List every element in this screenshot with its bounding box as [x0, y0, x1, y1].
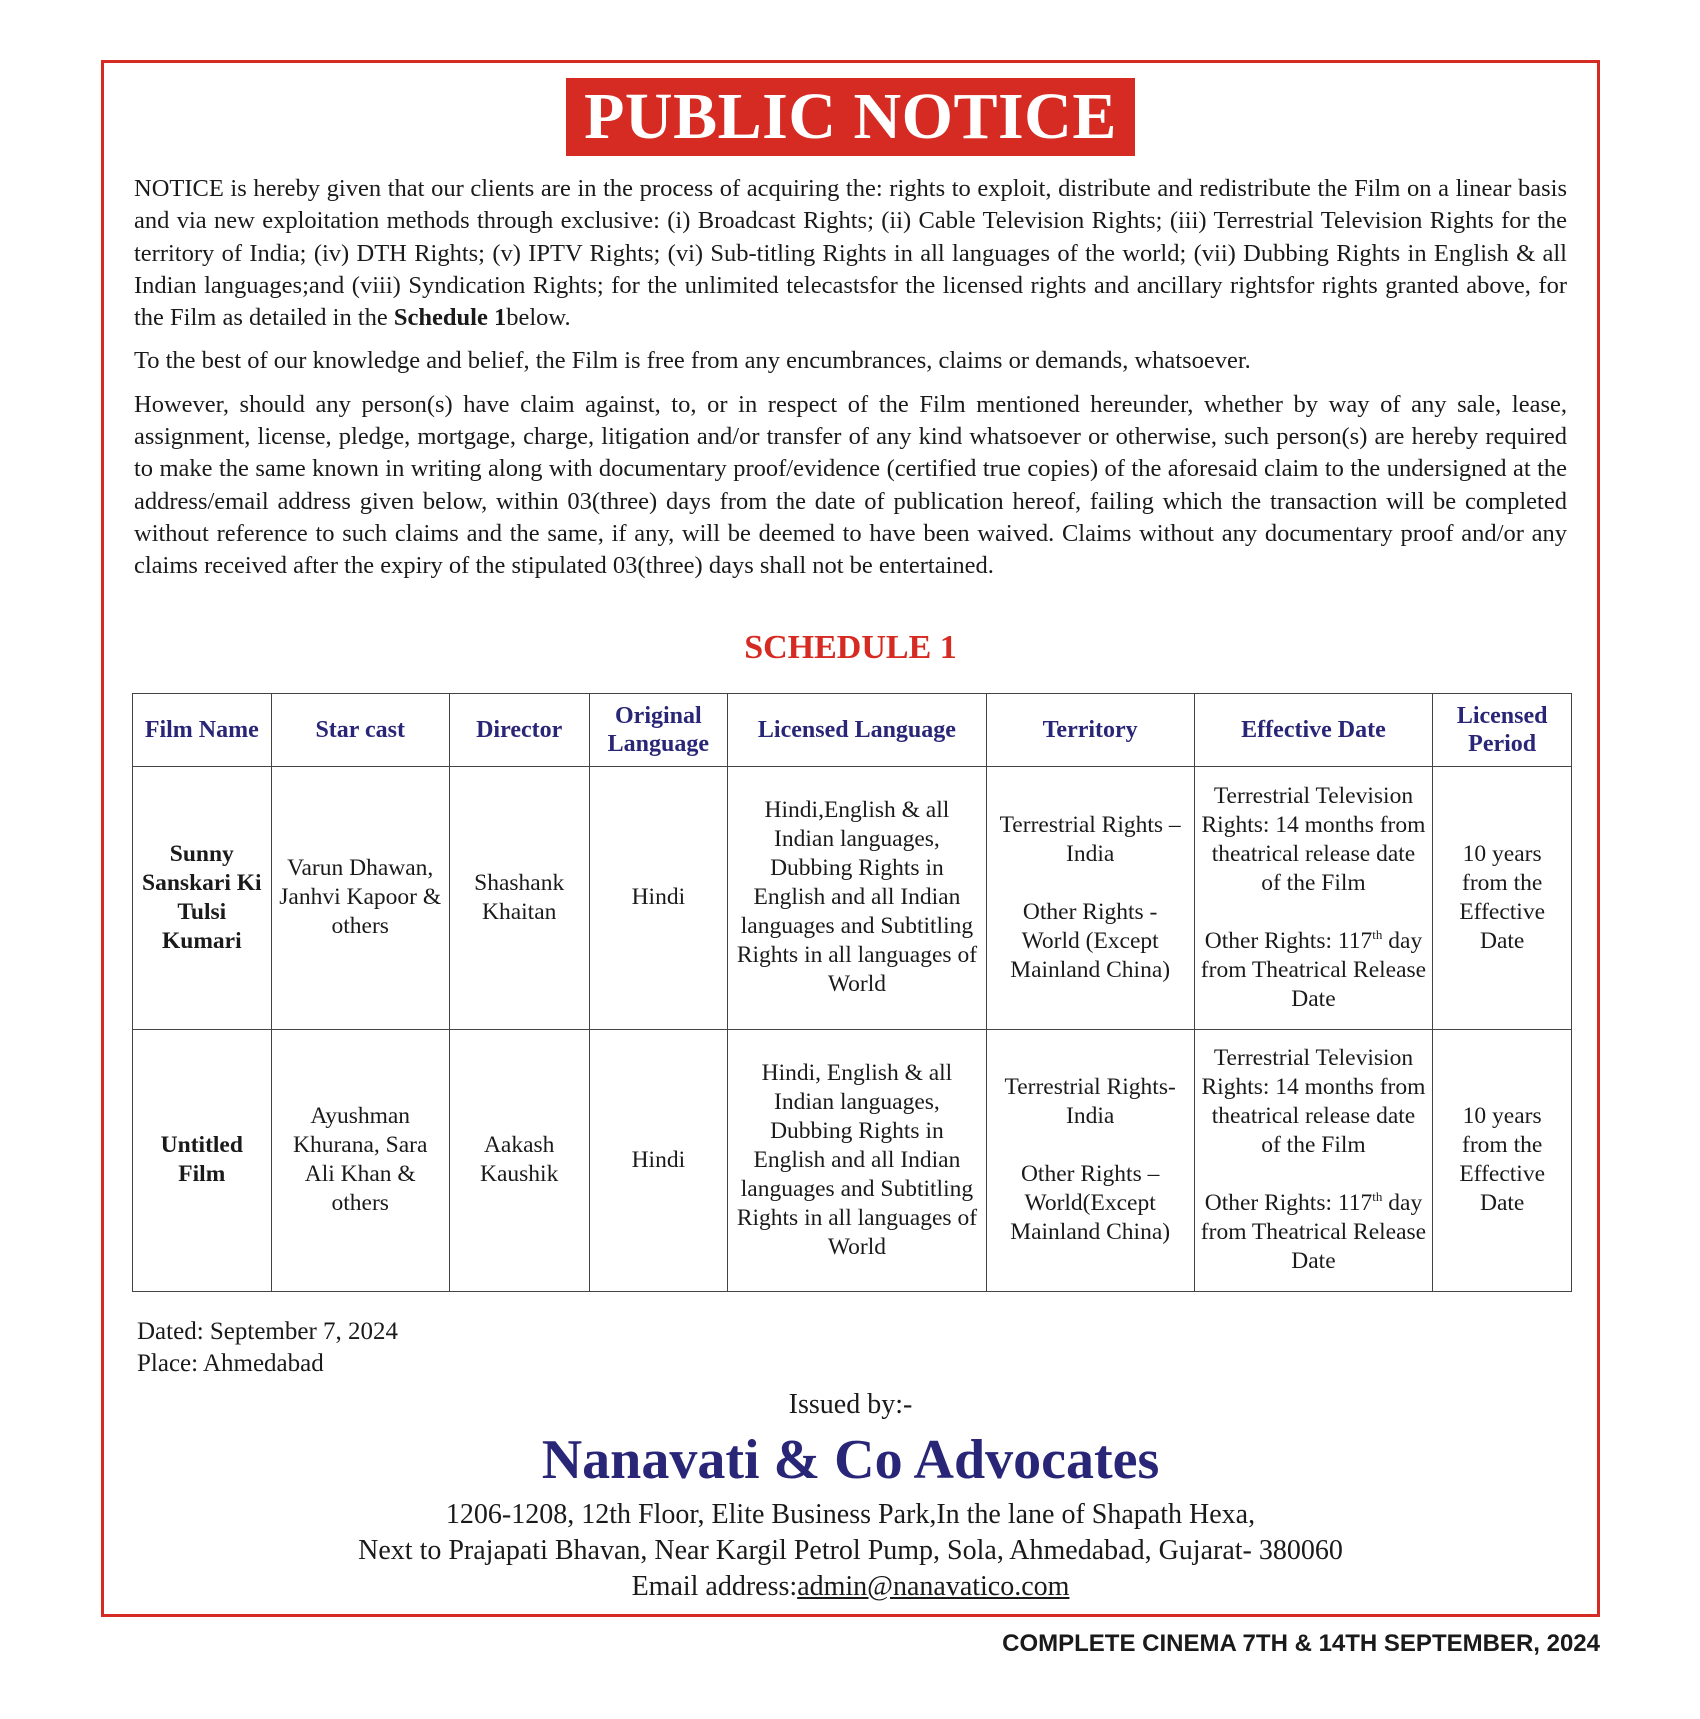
effective-other: Other Rights: 117th day from Theatrical Release Date [1200, 1189, 1427, 1275]
address-line-2: Next to Prajapati Bhavan, Near Kargil Petrol Pump, Sola, Ahmedabad, Gujarat- 380060 [358, 1535, 1343, 1566]
firm-name: Nanavati & Co Advocates [541, 1429, 1160, 1491]
notice-paragraph-1 [134, 173, 1567, 334]
dated-text: Dated: September 7, 2024 [137, 1318, 399, 1345]
address-block [104, 1497, 1597, 1605]
email-line [104, 1569, 1597, 1605]
schedule-title: SCHEDULE 1 [744, 629, 957, 666]
header-effective-date: Effective Date [1194, 694, 1433, 767]
territory-terrestrial: Terrestrial Rights – India [999, 811, 1181, 867]
territory-other: Other Rights – World(Except Mainland China) [1010, 1161, 1171, 1246]
film-name-cell: Untitled Film [133, 1029, 272, 1292]
film-name-cell: Sunny Sanskari Ki Tulsi Kumari [133, 767, 272, 1030]
licensed-period-cell: 10 years from the Effective Date [1433, 1029, 1572, 1292]
place-text: Place: Ahmedabad [137, 1350, 324, 1377]
header-film-name: Film Name [133, 694, 272, 767]
notice-frame [101, 60, 1600, 1617]
schedule-reference: Schedule 1 [393, 304, 507, 332]
territory-other: Other Rights - World (Except Mainland China) [1010, 898, 1171, 983]
territory-terrestrial: Terrestrial Rights- India [1004, 1074, 1176, 1130]
date-place-block [137, 1316, 398, 1380]
para1-end: below. [506, 304, 571, 332]
table-header-row [133, 694, 1572, 767]
licensed-language-cell: Hindi, English & all Indian languages, Dubbing Rights in English and all Indian languages and Subtitling Rights in all languages of World [728, 1029, 987, 1292]
effective-date-cell [1194, 767, 1433, 1030]
header-original-language: Original Language [589, 694, 728, 767]
schedule-table [132, 693, 1572, 1292]
licensed-language-cell: Hindi,English & all Indian languages, Dubbing Rights in English and all Indian languages and Subtitling Rights in all languages of World [728, 767, 987, 1030]
notice-paragraph-2: To the best of our knowledge and belief, the Film is free from any encumbrances, claims or demands, whatsoever. [134, 347, 1251, 375]
effective-date-cell [1194, 1029, 1433, 1292]
header-star-cast: Star cast [271, 694, 449, 767]
territory-cell [986, 1029, 1194, 1292]
notice-title: PUBLIC NOTICE [566, 78, 1135, 156]
star-cast-cell: Varun Dhawan, Janhvi Kapoor & others [271, 767, 449, 1030]
notice-paragraph-3: However, should any person(s) have claim against, to, or in respect of the Film mentioned hereunder, whether by way of any sale, lease, assignment, license, pledge, mortgage, charge, litigation and/or transfer of any kind whatsoever or otherwise, such person(s) are hereby required to make the same known in writing along with documentary proof/evidence (certified true copies) of the aforesaid claim to the undersigned at the address/email address given below, within 03(three) days from the date of publication hereof, failing which the transaction will be completed without reference to such claims and the same, if any, will be deemed to have been waived. Claims without any documentary proof and/or any claims received after the expiry of the stipulated 03(three) days shall not be entertained. [134, 390, 1567, 580]
director-cell: Shashank Khaitan [449, 767, 589, 1030]
header-director: Director [449, 694, 589, 767]
notice-body [134, 173, 1567, 594]
licensed-period-cell: 10 years from the Effective Date [1433, 767, 1572, 1030]
email-label: Email address: [631, 1571, 798, 1602]
issued-by: Issued by:- [788, 1389, 913, 1420]
email-link[interactable]: admin@nanavatico.com [797, 1571, 1070, 1602]
territory-cell [986, 767, 1194, 1030]
publication-footer: COMPLETE CINEMA 7TH & 14TH SEPTEMBER, 2024 [1002, 1630, 1600, 1657]
para1-text: NOTICE is hereby given that our clients are in the process of acquiring the: rights to exploit, distribute and redistribute the Film on a linear basis and via new exploitation methods through exclusive: (i) Broadcast Rights; (ii) Cable Television Rights; (iii) Terrestrial Television Rights for the territory of India; (iv) DTH Rights; (v) IPTV Rights; (vi) Sub-titling Rights in all languages of the world; (vii) Dubbing Rights in English & all Indian languages;and (viii) Syndication Rights; for the unlimited telecastsfor the licensed rights and ancillary rightsfor rights granted above, for the Film as detailed in the [134, 175, 1567, 332]
effective-terrestrial: Terrestrial Television Rights: 14 months from theatrical release date of the Film [1201, 1045, 1426, 1159]
address-line-1: 1206-1208, 12th Floor, Elite Business Park,In the lane of Shapath Hexa, [445, 1499, 1256, 1530]
header-licensed-period: Licensed Period [1433, 694, 1572, 767]
title-wrap [104, 78, 1597, 156]
table-row [133, 767, 1572, 1030]
original-language-cell: Hindi [589, 1029, 728, 1292]
original-language-cell: Hindi [589, 767, 728, 1030]
table-row [133, 1029, 1572, 1292]
effective-other: Other Rights: 117th day from Theatrical Release Date [1200, 926, 1427, 1012]
star-cast-cell: Ayushman Khurana, Sara Ali Khan & others [271, 1029, 449, 1292]
header-territory: Territory [986, 694, 1194, 767]
effective-terrestrial: Terrestrial Television Rights: 14 months from theatrical release date of the Film [1201, 782, 1426, 896]
director-cell: Aakash Kaushik [449, 1029, 589, 1292]
header-licensed-language: Licensed Language [728, 694, 987, 767]
